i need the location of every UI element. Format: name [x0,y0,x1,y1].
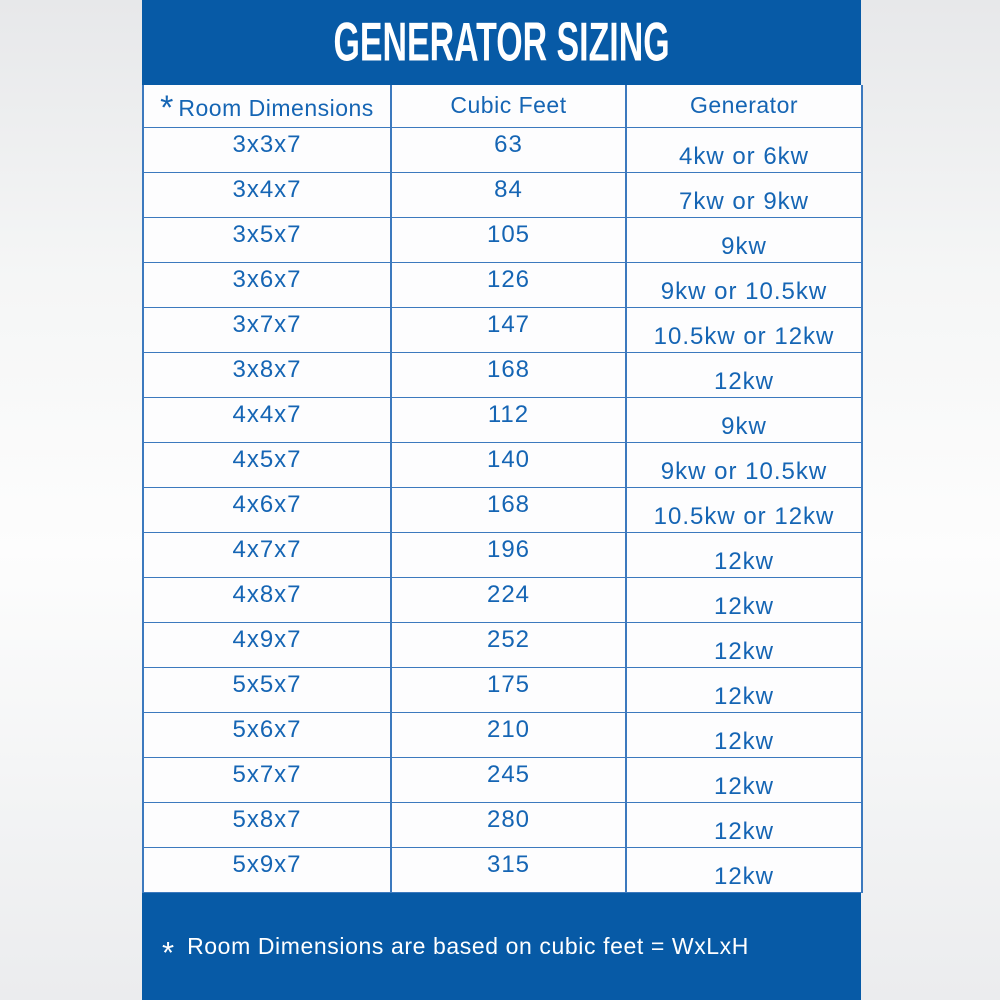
column-header-generator [626,85,862,127]
generator-cell [626,622,862,667]
page-title: GENERATOR SIZING [333,11,670,74]
generator-cell [626,757,862,802]
room-dimensions-value: 5x7x7 [232,760,302,788]
generator-value: 7kw or 9kw [678,187,810,215]
room-dimensions-cell [143,802,391,847]
room-dimensions-cell [143,847,391,892]
generator-value: 12kw [713,772,775,800]
table-row [143,757,862,802]
table-row [143,577,862,622]
room-dimensions-value: 3x3x7 [232,130,302,158]
generator-value: 12kw [713,592,775,620]
cubic-feet-value: 112 [487,400,530,428]
room-dimensions-value: 5x6x7 [232,715,302,743]
generator-cell [626,127,862,172]
cubic-feet-cell [391,487,626,532]
room-dimensions-cell [143,307,391,352]
title-banner [142,0,861,85]
room-dimensions-value: 4x9x7 [232,625,302,653]
generator-value: 9kw or 10.5kw [660,277,828,305]
generator-cell [626,577,862,622]
room-dimensions-value: 4x7x7 [232,535,302,563]
room-dimensions-cell [143,262,391,307]
generator-cell [626,667,862,712]
cubic-feet-value: 245 [486,760,531,788]
column-header-label: Cubic Feet [450,92,567,119]
room-dimensions-value: 4x6x7 [232,490,302,518]
generator-value: 12kw [713,682,775,710]
asterisk-icon: * [162,935,175,971]
cubic-feet-value: 175 [486,670,531,698]
cubic-feet-cell [391,532,626,577]
generator-value: 12kw [713,727,775,755]
table-row [143,172,862,217]
generator-cell [626,712,862,757]
table-body [143,127,862,892]
table-row [143,847,862,892]
cubic-feet-value: 252 [486,625,531,653]
column-header-room-dimensions [143,85,391,127]
room-dimensions-cell [143,127,391,172]
room-dimensions-cell [143,712,391,757]
column-header-cubic-feet [391,85,626,127]
room-dimensions-value: 3x7x7 [232,310,302,338]
cubic-feet-value: 126 [486,265,531,293]
column-header-label: Room Dimensions [178,95,374,122]
room-dimensions-value: 5x8x7 [232,805,302,833]
generator-value: 12kw [713,367,775,395]
table-row [143,442,862,487]
generator-value: 9kw or 10.5kw [660,457,828,485]
room-dimensions-value: 3x6x7 [232,265,302,293]
table-row [143,217,862,262]
cubic-feet-cell [391,757,626,802]
generator-cell [626,307,862,352]
generator-cell [626,352,862,397]
table-row [143,262,862,307]
cubic-feet-value: 105 [486,220,531,248]
generator-value: 12kw [713,817,775,845]
footnote-banner [142,893,861,1000]
generator-cell [626,847,862,892]
generator-value: 4kw or 6kw [678,142,810,170]
cubic-feet-cell [391,577,626,622]
generator-value: 9kw [721,232,767,260]
cubic-feet-cell [391,802,626,847]
room-dimensions-value: 3x5x7 [232,220,302,248]
room-dimensions-cell [143,757,391,802]
room-dimensions-cell [143,487,391,532]
table-row [143,622,862,667]
generator-cell [626,487,862,532]
cubic-feet-cell [391,262,626,307]
cubic-feet-cell [391,442,626,487]
sizing-table [142,85,863,893]
cubic-feet-cell [391,217,626,262]
cubic-feet-value: 147 [486,310,531,338]
cubic-feet-value: 315 [486,850,531,878]
room-dimensions-cell [143,532,391,577]
generator-value: 10.5kw or 12kw [653,322,835,350]
generator-cell [626,397,862,442]
room-dimensions-value: 3x8x7 [232,355,302,383]
column-header-label: Generator [689,92,799,119]
cubic-feet-cell [391,667,626,712]
cubic-feet-value: 196 [486,535,531,563]
generator-cell [626,532,862,577]
cubic-feet-cell [391,172,626,217]
table-row [143,712,862,757]
cubic-feet-cell [391,712,626,757]
table-row [143,352,862,397]
asterisk-icon: * [160,89,174,127]
generator-cell [626,172,862,217]
room-dimensions-cell [143,352,391,397]
cubic-feet-cell [391,352,626,397]
cubic-feet-value: 168 [486,355,531,383]
room-dimensions-cell [143,577,391,622]
cubic-feet-value: 224 [486,580,531,608]
cubic-feet-value: 63 [494,130,523,158]
room-dimensions-value: 4x4x7 [232,400,302,428]
generator-cell [626,262,862,307]
room-dimensions-value: 5x9x7 [232,850,302,878]
generator-sizing-panel [142,0,861,1000]
room-dimensions-cell [143,667,391,712]
room-dimensions-value: 5x5x7 [232,670,302,698]
table-row [143,802,862,847]
cubic-feet-cell [391,847,626,892]
generator-cell [626,217,862,262]
generator-value: 10.5kw or 12kw [653,502,835,530]
room-dimensions-cell [143,622,391,667]
room-dimensions-cell [143,397,391,442]
cubic-feet-cell [391,307,626,352]
cubic-feet-cell [391,397,626,442]
cubic-feet-value: 280 [486,805,531,833]
cubic-feet-cell [391,622,626,667]
table-row [143,397,862,442]
cubic-feet-value: 84 [494,175,523,203]
cubic-feet-value: 210 [486,715,531,743]
room-dimensions-cell [143,172,391,217]
generator-value: 12kw [713,637,775,665]
room-dimensions-value: 4x8x7 [232,580,302,608]
generator-cell [626,802,862,847]
generator-value: 9kw [721,412,767,440]
table-row [143,127,862,172]
room-dimensions-cell [143,442,391,487]
table-row [143,667,862,712]
cubic-feet-value: 168 [486,490,531,518]
generator-value: 12kw [713,862,775,890]
room-dimensions-cell [143,217,391,262]
generator-value: 12kw [713,547,775,575]
footnote-text: Room Dimensions are based on cubic feet = WxLxH [187,932,749,959]
generator-cell [626,442,862,487]
cubic-feet-cell [391,127,626,172]
cubic-feet-value: 140 [486,445,531,473]
header-row [143,85,862,127]
table-row [143,307,862,352]
room-dimensions-value: 4x5x7 [232,445,302,473]
table-row [143,532,862,577]
room-dimensions-value: 3x4x7 [232,175,302,203]
table-row [143,487,862,532]
